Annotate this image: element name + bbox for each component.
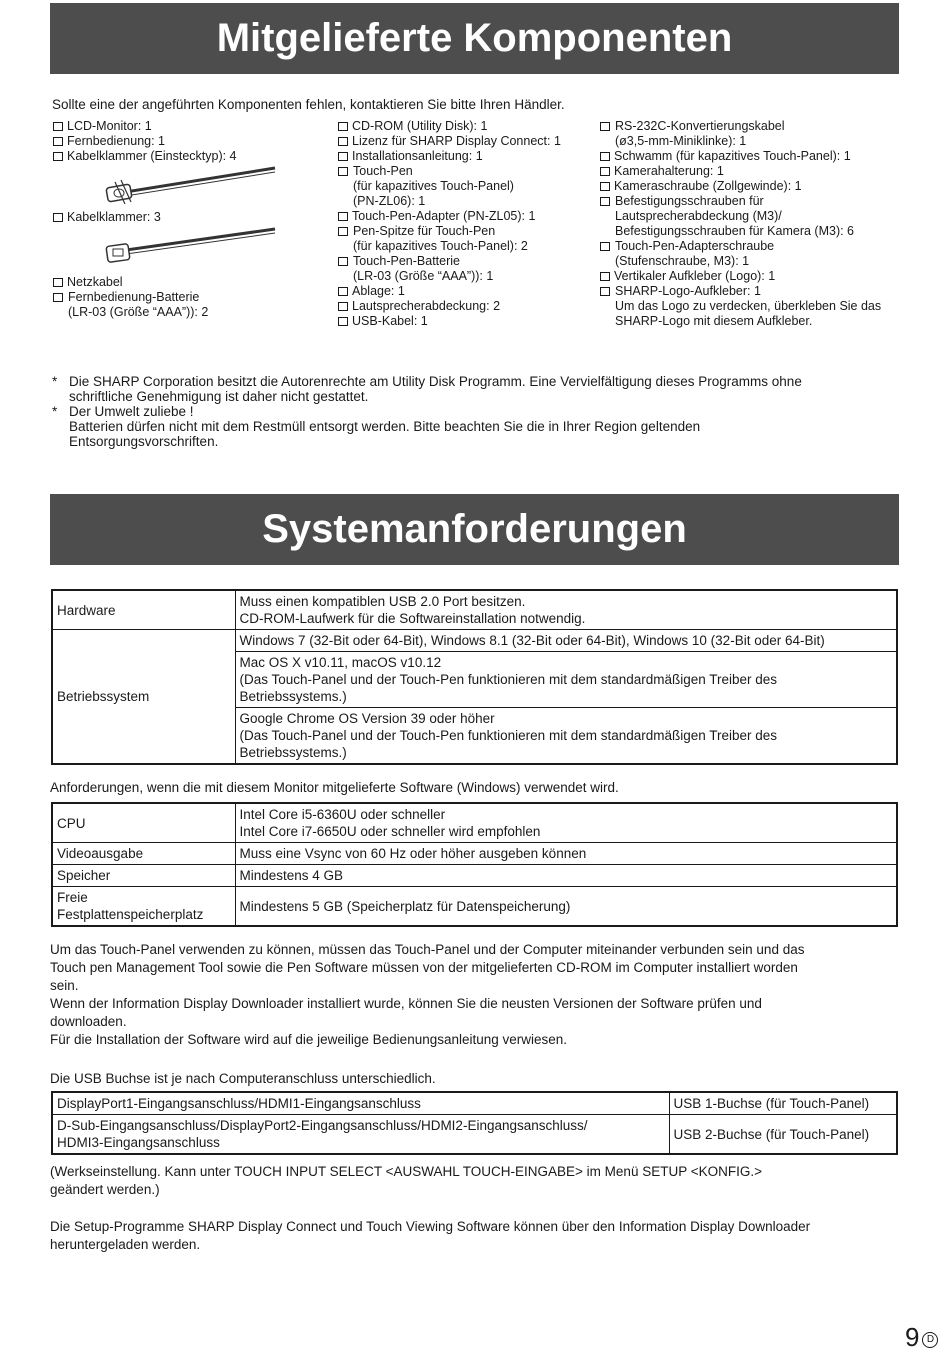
- checkbox-square-icon: [338, 212, 348, 221]
- usb-intro: Die USB Buchse ist je nach Computeranschluss unterschiedlich.: [50, 1071, 436, 1086]
- footnote-environment: * Der Umwelt zuliebe ! Batterien dürfen nicht mit dem Restmüll entsorgt werden. Bitte beachten Sie die in Ihrer Region geltenden Entsorgungsvorschriften.: [52, 404, 701, 449]
- list-item: Touch-Pen-Adapterschraube (Stufenschraube, M3): 1: [600, 239, 900, 269]
- components-column-1: [53, 119, 328, 320]
- table-row: [52, 843, 897, 865]
- os-chrome: Google Chrome OS Version 39 oder höher (Das Touch-Panel und der Touch-Pen funktionieren mit dem standardmäßigen Treiber des Betriebssystems.): [235, 708, 897, 765]
- checkbox-square-icon: [600, 152, 610, 161]
- table-row: [52, 865, 897, 887]
- table-row: [52, 803, 897, 843]
- usb-port-1: USB 1-Buchse (für Touch-Panel): [669, 1092, 897, 1115]
- section-title-system-requirements: Systemanforderungen: [50, 494, 899, 565]
- list-item: USB-Kabel: 1: [338, 314, 598, 329]
- table-row: [52, 887, 897, 927]
- list-item: Lizenz für SHARP Display Connect: 1: [338, 134, 598, 149]
- checkbox-square-icon: [338, 257, 348, 266]
- checkbox-square-icon: [338, 287, 348, 296]
- checkbox-square-icon: [600, 197, 610, 206]
- list-item: LCD-Monitor: 1: [53, 119, 328, 134]
- checkbox-square-icon: [338, 227, 348, 236]
- usb-port-2: USB 2-Buchse (für Touch-Panel): [669, 1115, 897, 1155]
- list-item: Fernbedienung-Batterie (LR-03 (Größe “AAA”)): 2: [53, 290, 328, 320]
- factory-setting-note: (Werkseinstellung. Kann unter TOUCH INPUT SELECT <AUSWAHL TOUCH-EINGABE> im Menü SETUP <KONFIG.> geändert werden.): [50, 1164, 762, 1197]
- cpu-label: CPU: [52, 803, 235, 843]
- footnote-copyright: * Die SHARP Corporation besitzt die Autorenrechte am Utility Disk Programm. Eine Vervielfältigung dieses Programms ohne schriftliche Genehmigung ist daher nicht gestattet.: [52, 374, 802, 404]
- list-item: Kamerahalterung: 1: [600, 164, 900, 179]
- list-item: Befestigungsschrauben für Lautsprecherabdeckung (M3)/ Befestigungsschrauben für Kamera (M3): 6: [600, 194, 900, 239]
- checkbox-square-icon: [600, 167, 610, 176]
- list-item: Schwamm (für kapazitives Touch-Panel): 1: [600, 149, 900, 164]
- checkbox-square-icon: [600, 272, 610, 281]
- list-item: Kabelklammer: 3: [53, 210, 328, 225]
- list-item: Kabelklammer (Einstecktyp): 4: [53, 149, 328, 164]
- system-requirements-table: [51, 589, 898, 765]
- list-item: Ablage: 1: [338, 284, 598, 299]
- checkbox-square-icon: [53, 293, 63, 302]
- checkbox-square-icon: [600, 122, 610, 131]
- checkbox-square-icon: [600, 182, 610, 191]
- checkbox-square-icon: [53, 137, 63, 146]
- components-intro: Sollte eine der angeführten Komponenten fehlen, kontaktieren Sie bitte Ihren Händler.: [52, 97, 565, 112]
- video-value: Muss eine Vsync von 60 Hz oder höher ausgeben können: [235, 843, 897, 865]
- usb-input-2: D-Sub-Eingangsanschluss/DisplayPort2-Eingangsanschluss/HDMI2-Eingangsanschluss/ HDMI3-Eingangsanschluss: [52, 1115, 669, 1155]
- list-item: SHARP-Logo-Aufkleber: 1 Um das Logo zu verdecken, überkleben Sie das SHARP-Logo mit diesem Aufkleber.: [600, 284, 900, 329]
- list-item: Touch-Pen-Adapter (PN-ZL05): 1: [338, 209, 598, 224]
- hardware-value: Muss einen kompatiblen USB 2.0 Port besitzen. CD-ROM-Laufwerk für die Softwareinstallation notwendig.: [235, 590, 897, 630]
- list-item: Installationsanleitung: 1: [338, 149, 598, 164]
- list-item: RS-232C-Konvertierungskabel (ø3,5-mm-Miniklinke): 1: [600, 119, 900, 149]
- setup-programs-note: Die Setup-Programme SHARP Display Connect und Touch Viewing Software können über den Information Display Downloader heruntergeladen werden.: [50, 1219, 811, 1252]
- table-row: [52, 1115, 897, 1155]
- language-badge-icon: D: [922, 1332, 938, 1348]
- checkbox-square-icon: [53, 278, 63, 287]
- software-requirements-table: [51, 802, 898, 927]
- checkbox-square-icon: [338, 302, 348, 311]
- checkbox-square-icon: [53, 122, 63, 131]
- list-item: Lautsprecherabdeckung: 2: [338, 299, 598, 314]
- hardware-label: Hardware: [52, 590, 235, 630]
- disk-value: Mindestens 5 GB (Speicherplatz für Datenspeicherung): [235, 887, 897, 927]
- cable-clamp-insert-illustration: [53, 164, 328, 204]
- list-item: Touch-Pen (für kapazitives Touch-Panel) (PN-ZL06): 1: [338, 164, 598, 209]
- cable-clamp-illustration: [53, 225, 328, 269]
- table-row: [52, 590, 897, 630]
- list-item: CD-ROM (Utility Disk): 1: [338, 119, 598, 134]
- checkbox-square-icon: [600, 242, 610, 251]
- checkbox-square-icon: [338, 152, 348, 161]
- checkbox-square-icon: [338, 317, 348, 326]
- components-column-2: [338, 119, 598, 329]
- cpu-value: Intel Core i5-6360U oder schneller Intel Core i7-6650U oder schneller wird empfohlen: [235, 803, 897, 843]
- section-title-components: Mitgelieferte Komponenten: [50, 3, 899, 74]
- memory-label: Speicher: [52, 865, 235, 887]
- checkbox-square-icon: [338, 167, 348, 176]
- page-number: 9 D: [905, 1322, 938, 1353]
- touch-panel-paragraph: Um das Touch-Panel verwenden zu können, müssen das Touch-Panel und der Computer miteinander verbunden sein und das Touch pen Management Tool sowie die Pen Software müssen von der mitgelieferten CD-ROM im Computer installiert worden sein. Wenn der Information Display Downloader installiert wurde, können Sie die neusten Versionen der Software prüfen und downloaden. Für die Installation der Software wird auf die jeweilige Bedienungsanleitung verwiesen.: [50, 942, 805, 1047]
- footnotes: [52, 374, 912, 449]
- list-item: Vertikaler Aufkleber (Logo): 1: [600, 269, 900, 284]
- os-label: Betriebssystem: [52, 630, 235, 765]
- table-row: [52, 1092, 897, 1115]
- video-label: Videoausgabe: [52, 843, 235, 865]
- list-item: Fernbedienung: 1: [53, 134, 328, 149]
- os-windows: Windows 7 (32-Bit oder 64-Bit), Windows 8.1 (32-Bit oder 64-Bit), Windows 10 (32-Bit oder 64-Bit): [235, 630, 897, 652]
- usb-port-table: [51, 1091, 898, 1155]
- checkbox-square-icon: [338, 122, 348, 131]
- memory-value: Mindestens 4 GB: [235, 865, 897, 887]
- list-item: Pen-Spitze für Touch-Pen (für kapazitives Touch-Panel): 2: [338, 224, 598, 254]
- list-item: Kameraschraube (Zollgewinde): 1: [600, 179, 900, 194]
- checkbox-square-icon: [600, 287, 610, 296]
- checkbox-square-icon: [53, 152, 63, 161]
- usb-input-1: DisplayPort1-Eingangsanschluss/HDMI1-Eingangsanschluss: [52, 1092, 669, 1115]
- list-item: Netzkabel: [53, 275, 328, 290]
- checkbox-square-icon: [338, 137, 348, 146]
- software-requirements-intro: Anforderungen, wenn die mit diesem Monitor mitgelieferte Software (Windows) verwendet wird.: [50, 780, 619, 795]
- os-mac: Mac OS X v10.11, macOS v10.12 (Das Touch-Panel und der Touch-Pen funktionieren mit dem standardmäßigen Treiber des Betriebssystems.): [235, 652, 897, 708]
- checkbox-square-icon: [53, 213, 63, 222]
- table-row: [52, 630, 897, 652]
- disk-label: Freie Festplattenspeicherplatz: [52, 887, 235, 927]
- list-item: Touch-Pen-Batterie (LR-03 (Größe “AAA”)): 1: [338, 254, 598, 284]
- components-column-3: [600, 119, 900, 329]
